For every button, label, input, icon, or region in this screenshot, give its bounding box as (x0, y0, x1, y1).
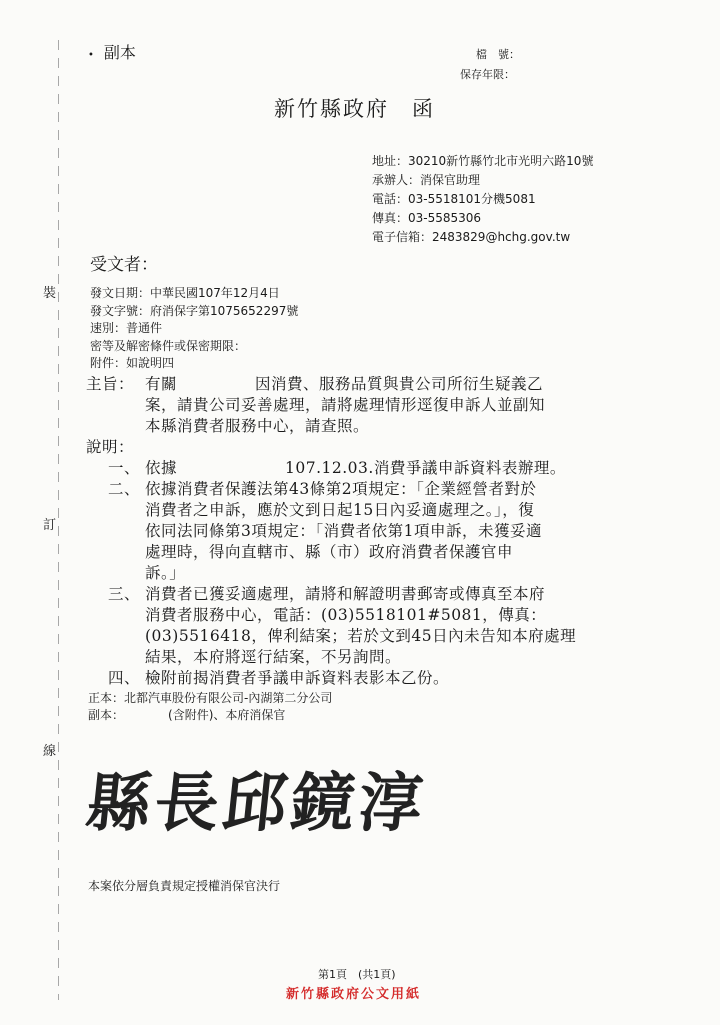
item-1-text: 依據 107.12.03.消費爭議申訴資料表辦理。 (145, 459, 566, 477)
copy-mark: • 副本 (88, 43, 136, 62)
item-3-line-1: 消費者已獲妥適處理，請將和解證明書郵寄或傳真至本府 (145, 585, 546, 603)
distribution-main: 正本：北都汽車股份有限公司-內湖第二分公司 (88, 691, 333, 705)
item-3-line-2: 消費者服務中心，電話：(03)5518101#5081，傳真： (145, 606, 547, 624)
subject-line-3: 本縣消費者服務中心，請查照。 (145, 417, 370, 435)
item-2-line-4: 處理時，得向直轄市、縣（市）政府消費者保護官申 (145, 543, 514, 561)
subject-line-2: 案，請貴公司妥善處理，請將處理情形逕復申訴人並副知 (145, 396, 546, 414)
contact-phone: 電話：03-5518101分機5081 (372, 192, 536, 206)
subject-label: 主旨： (86, 375, 135, 393)
item-2-line-1: 依據消費者保護法第43條第2項規定：「企業經營者對於 (145, 480, 537, 498)
meta-block (90, 285, 298, 373)
attachment: 附件：如說明四 (90, 356, 175, 370)
footer-letterhead: 新竹縣政府公文用紙 (286, 987, 422, 1002)
issue-date: 發文日期：中華民國107年12月4日 (90, 286, 280, 300)
file-number: 檔 號： (476, 48, 520, 61)
binding-label-bottom: 線 (43, 744, 57, 759)
contact-fax: 傳真：03-5585306 (372, 211, 482, 225)
secrecy: 密等及解密條件或保密期限： (90, 338, 247, 353)
contact-address: 地址：30210新竹縣竹北市光明六路10號 (372, 154, 594, 168)
item-2-line-5: 訴。」 (145, 564, 186, 582)
item-3-line-3: (03)5516418，俾利結案；若於文到45日內未告知本府處理 (145, 627, 577, 645)
subject-line-1: 有關 因消費、服務品質與貴公司所衍生疑義乙 (145, 375, 544, 393)
delegation-note: 本案依分層負責規定授權消保官決行 (88, 879, 281, 893)
recipient-label: 受文者： (90, 255, 158, 275)
item-2-line-3: 依同法同條第3項規定：「消費者依第1項申訴，未獲妥適 (145, 522, 542, 540)
item-3-number: 三、 (108, 585, 141, 603)
contact-email: 電子信箱：2483829@hchg.gov.tw (372, 230, 571, 244)
distribution-copy: 副本： (含附件)、本府消保官 (88, 708, 286, 722)
contact-block (372, 152, 593, 247)
magistrate-signature: 縣長邱鏡淳 (82, 766, 431, 841)
explanation-label: 說明： (86, 438, 135, 456)
page-number: 第1頁 (共1頁) (318, 968, 396, 981)
item-2-line-2: 消費者之申訴，應於文到日起15日內妥適處理之。」，復 (145, 501, 535, 519)
contact-officer: 承辦人：消保官助理 (372, 173, 481, 187)
item-4-text: 檢附前揭消費者爭議申訴資料表影本乙份。 (145, 669, 450, 687)
binding-line (58, 40, 59, 1000)
binding-label-top: 裝 (43, 286, 57, 301)
item-1-number: 一、 (108, 459, 141, 477)
document-title: 新竹縣政府 函 (274, 97, 435, 121)
speed: 速別：普通件 (90, 321, 163, 335)
retention-period: 保存年限： (460, 68, 515, 81)
binding-label-mid: 訂 (43, 518, 57, 533)
item-4-number: 四、 (108, 669, 141, 687)
item-3-line-4: 結果，本府將逕行結案，不另詢問。 (145, 648, 402, 666)
item-2-number: 二、 (108, 480, 141, 498)
issue-number: 發文字號：府消保字第1075652297號 (90, 303, 299, 318)
